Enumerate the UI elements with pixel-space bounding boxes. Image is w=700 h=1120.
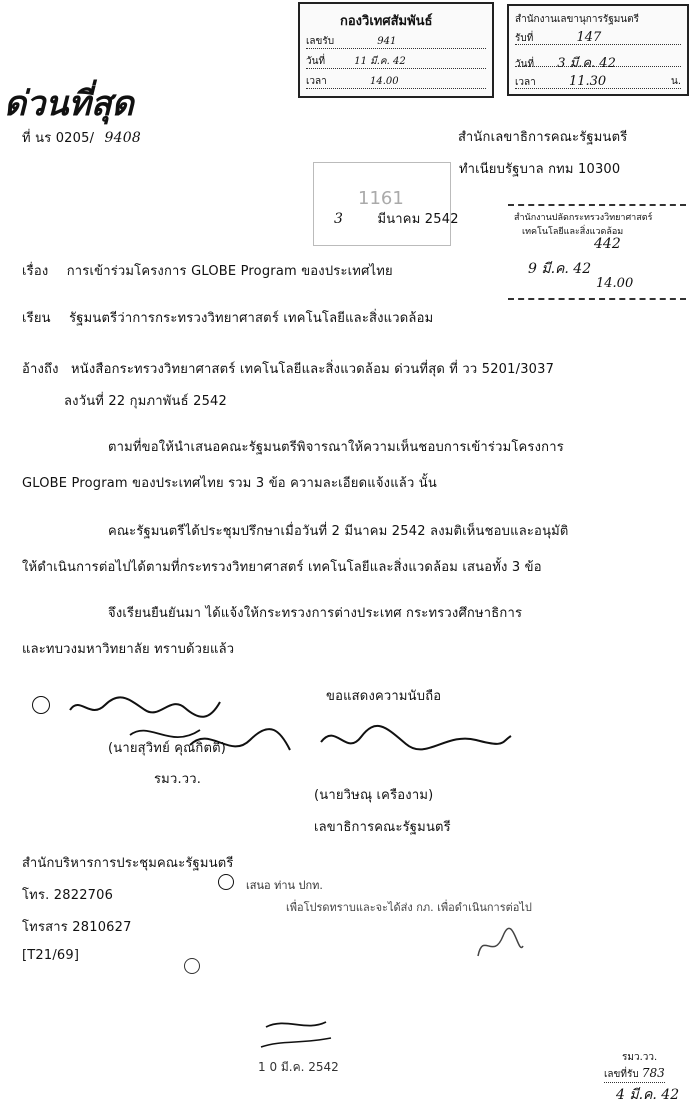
subject-line (22, 260, 393, 281)
stamp2-value-2: 3 มี.ค. 42 (557, 56, 616, 71)
paragraph-1-line-1: ตามที่ขอให้นำเสนอคณะรัฐมนตรีพิจารณาให้ความเห็นชอบการเข้าร่วมโครงการ (108, 440, 564, 455)
paragraph-3-line-2: และทบวงมหาวิทยาลัย ทราบด้วยแล้ว (22, 642, 235, 657)
circled-mark-note (218, 874, 234, 890)
addressee-label: เรียน (22, 311, 51, 326)
sender-office: สำนักเลขาธิการคณะรัฐมนตรี (458, 130, 628, 145)
note-line-2: เพื่อโปรดทราบและจะได้ส่ง กภ. เพื่อดำเนินการต่อไป (286, 901, 532, 914)
reference-text-1: หนังสือกระทรวงวิทยาศาสตร์ เทคโนโลยีและสิ่งแวดล้อม ด่วนที่สุด ที่ วว 5201/3037 (71, 362, 555, 377)
bottom-scribble (256, 1012, 336, 1052)
paragraph-1-line-2: GLOBE Program ของประเทศไทย รวม 3 ข้อ ความละเอียดแจ้งแล้ว นั้น (22, 476, 437, 491)
received-stamp-2 (507, 4, 689, 96)
telephone: โทร. 2822706 (22, 888, 114, 903)
right-signature-scribble (316, 722, 516, 762)
stamp2-label-3: เวลา (515, 77, 536, 88)
date-month-year: มีนาคม 2542 (377, 212, 459, 227)
fax: โทรสาร 2810627 (22, 920, 132, 935)
bottom-date-stamp: 1 0 มี.ค. 2542 (258, 1060, 339, 1074)
reference-label: อ้างถึง (22, 362, 59, 377)
bottom-right-value: 783 (641, 1066, 665, 1080)
paragraph-2-line-1: คณะรัฐมนตรีได้ประชุมปรึกษาเมื่อวันที่ 2 มีนาคม 2542 ลงมติเห็นชอบและอนุมัติ (108, 524, 569, 539)
addressee-line (22, 307, 433, 328)
stamp1-value-2: 11 มี.ค. 42 (354, 56, 406, 67)
stamp1-title: กองวิเทศสัมพันธ์ (340, 14, 433, 29)
bottom-right-number (604, 1066, 665, 1083)
left-signer-name: (นายสุวิทย์ คุณกิตติ) (108, 741, 227, 756)
reference-line-2: ลงวันที่ 22 กุมภาพันธ์ 2542 (64, 394, 227, 409)
subject-label: เรื่อง (22, 264, 49, 279)
received-stamp-3 (508, 204, 686, 300)
received-stamp-1 (298, 2, 494, 98)
left-signature-scribble (60, 690, 290, 780)
circled-mark-bottom (184, 958, 200, 974)
stamp3-value-3: 14.00 (596, 276, 634, 291)
stamp1-value-1: 941 (377, 36, 397, 47)
stamp2-suffix: น. (670, 76, 681, 87)
ref-number (22, 127, 141, 148)
document-code: [T21/69] (22, 948, 80, 963)
signer-title: เลขาธิการคณะรัฐมนตรี (314, 820, 451, 835)
stamp3-value-1: 442 (594, 236, 621, 252)
circled-mark-left (32, 696, 50, 714)
note-line-1: เสนอ ท่าน ปกท. (246, 879, 323, 892)
bottom-right-date: 4 มี.ค. 42 (616, 1087, 680, 1103)
bottom-right-title: รมว.วว. (622, 1052, 658, 1063)
small-scribble (468, 926, 528, 966)
date-day-handwritten: 3 (334, 211, 344, 227)
left-signer-title: รมว.วว. (154, 772, 202, 787)
stamp2-label-2: วันที่ (515, 59, 535, 70)
addressee-text: รัฐมนตรีว่าการกระทรวงวิทยาศาสตร์ เทคโนโลยีและสิ่งแวดล้อม (69, 311, 434, 326)
signer-name: (นายวิษณุ เครืองาม) (314, 788, 434, 803)
stamp1-label-2: วันที่ (306, 56, 326, 67)
paragraph-3-line-1: จึงเรียนยืนยันมา ได้แจ้งให้กระทรวงการต่างประเทศ กระทรวงศึกษาธิการ (108, 606, 523, 621)
stamp2-label-1: รับที่ (515, 33, 534, 44)
stamp1-value-3: 14.00 (369, 76, 399, 87)
reference-line-1 (22, 358, 554, 379)
stamp3-line-1: เทคโนโลยีและสิ่งแวดล้อม (522, 227, 624, 237)
stamp3-line-0: สำนักงานปลัดกระทรวงวิทยาศาสตร์ (514, 213, 653, 223)
letter-date (334, 208, 459, 229)
closing: ขอแสดงความนับถือ (326, 689, 442, 704)
subject-text: การเข้าร่วมโครงการ GLOBE Program ของประเทศไทย (66, 264, 393, 279)
stamp2-title: สำนักงานเลขานุการรัฐมนตรี (515, 14, 639, 25)
stamp2-value-1: 147 (576, 30, 602, 45)
paragraph-2-line-2: ให้ดำเนินการต่อไปได้ตามที่กระทรวงวิทยาศาสตร์ เทคโนโลยีและสิ่งแวดล้อม เสนอทั้ง 3 ข้อ (22, 560, 542, 575)
sender-address: ทำเนียบรัฐบาล กทม 10300 (459, 162, 621, 177)
stamp1-label-1: เลขรับ (306, 36, 335, 47)
urgent-mark: ด่วนที่สุด (4, 84, 134, 124)
stamp1-label-3: เวลา (306, 76, 327, 87)
stamp3-value-2: 9 มี.ค. 42 (528, 261, 592, 277)
ref-number-label: ที่ นร 0205/ (22, 131, 95, 146)
faded-stamp-number: 1161 (358, 188, 404, 209)
ref-number-handwritten: 9408 (104, 130, 141, 146)
department: สำนักบริหารการประชุมคณะรัฐมนตรี (22, 856, 234, 871)
bottom-right-label: เลขที่รับ (604, 1069, 639, 1080)
stamp2-value-3: 11.30 (568, 74, 607, 89)
